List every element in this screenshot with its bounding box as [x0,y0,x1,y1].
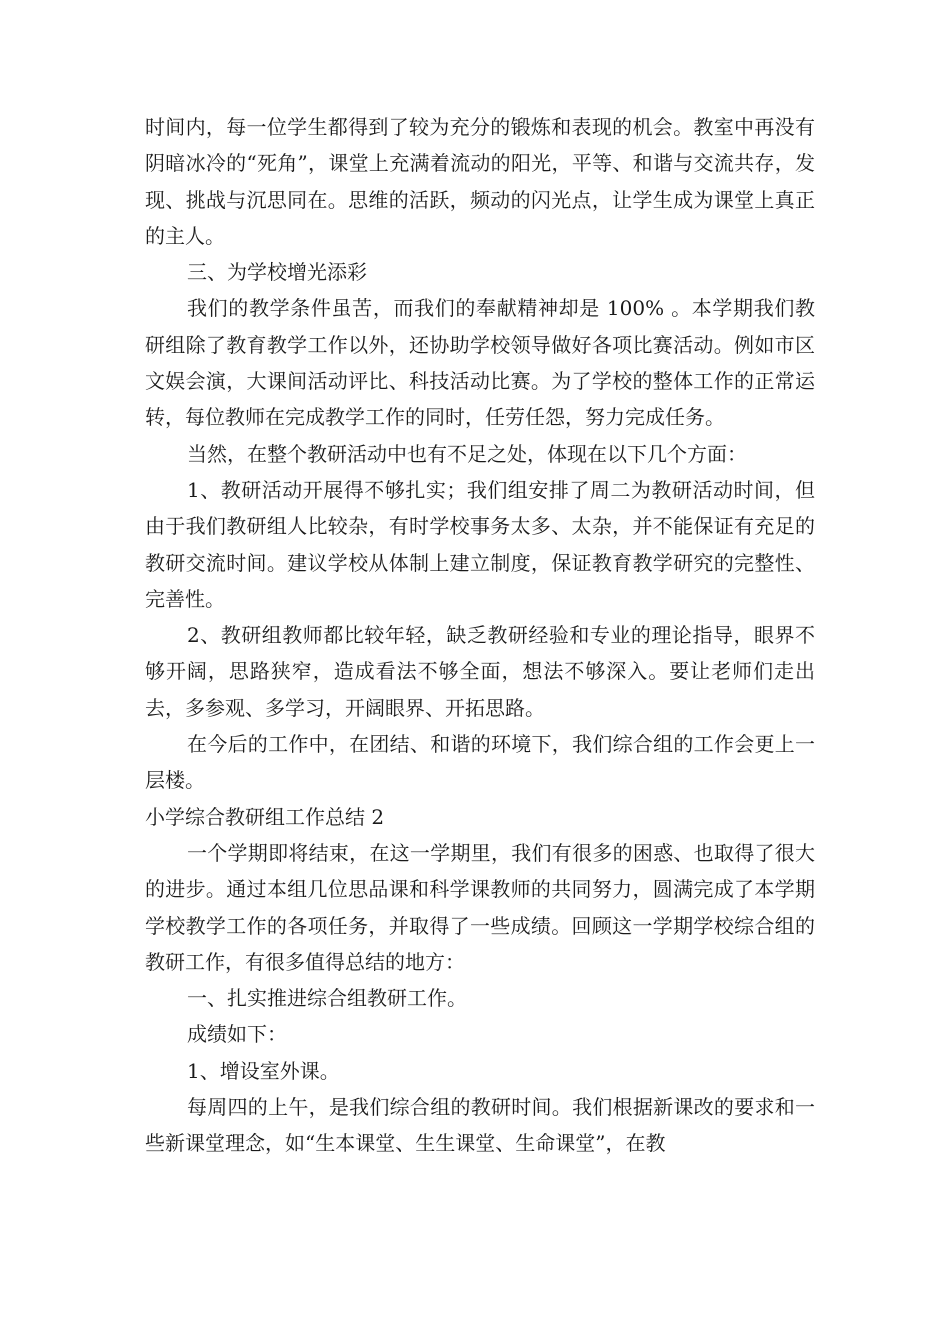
section-heading-one: 一、扎实推进综合组教研工作。 [187,986,467,1011]
paragraph-3: 我们的教学条件虽苦，而我们的奉献精神却是 100% 。本学期我们教研组除了教育教学工作以外，还协助学校领导做好各项比赛活动。例如市区文娱会演，大课间活动评比、科技活动比赛。为了学校的整体工作的正常运转，每位教师在完成教学工作的同时，任劳任怨，努力完成任务。 [145,296,815,430]
paragraph-1: 时间内，每一位学生都得到了较为充分的锻炼和表现的机会。教室中再没有阴暗冰冷的“死角”，课堂上充满着流动的阳光，平等、和谐与交流共存，发现、挑战与沉思同在。思维的活跃，频动的闪光点，让学生成为课堂上真正的主人。 [145,115,815,248]
section-heading-three: 三、为学校增光添彩 [187,260,367,285]
paragraph-13: 每周四的上午，是我们综合组的教研时间。我们根据新课改的要求和一些新课堂理念，如“生本课堂、生生课堂、生命课堂”，在教 [145,1095,815,1156]
paragraph-7: 在今后的工作中，在团结、和谐的环境下，我们综合组的工作会更上一层楼。 [145,732,815,793]
document-body [145,109,815,1162]
paragraph-4: 当然，在整个教研活动中也有不足之处，体现在以下几个方面： [187,441,747,466]
paragraph-12: 1、增设室外课。 [187,1058,340,1083]
paragraph-11: 成绩如下： [187,1022,287,1047]
document-title-2: 小学综合教研组工作总结 2 [145,804,385,829]
paragraph-5: 1、教研活动开展得不够扎实；我们组安排了周二为教研活动时间，但由于我们教研组人比较杂，有时学校事务太多、太杂，并不能保证有充足的教研交流时间。建议学校从体制上建立制度，保证教育教学研究的完整性、完善性。 [145,477,815,611]
paragraph-6: 2、教研组教师都比较年轻，缺乏教研经验和专业的理论指导，眼界不够开阔，思路狭窄，造成看法不够全面，想法不够深入。要让老师们走出去，多参观、多学习，开阔眼界、开拓思路。 [145,623,815,720]
paragraph-9: 一个学期即将结束，在这一学期里，我们有很多的困惑、也取得了很大的进步。通过本组几位思品课和科学课教师的共同努力，圆满完成了本学期学校教学工作的各项任务，并取得了一些成绩。回顾这一学期学校综合组的教研工作，有很多值得总结的地方： [145,840,815,974]
